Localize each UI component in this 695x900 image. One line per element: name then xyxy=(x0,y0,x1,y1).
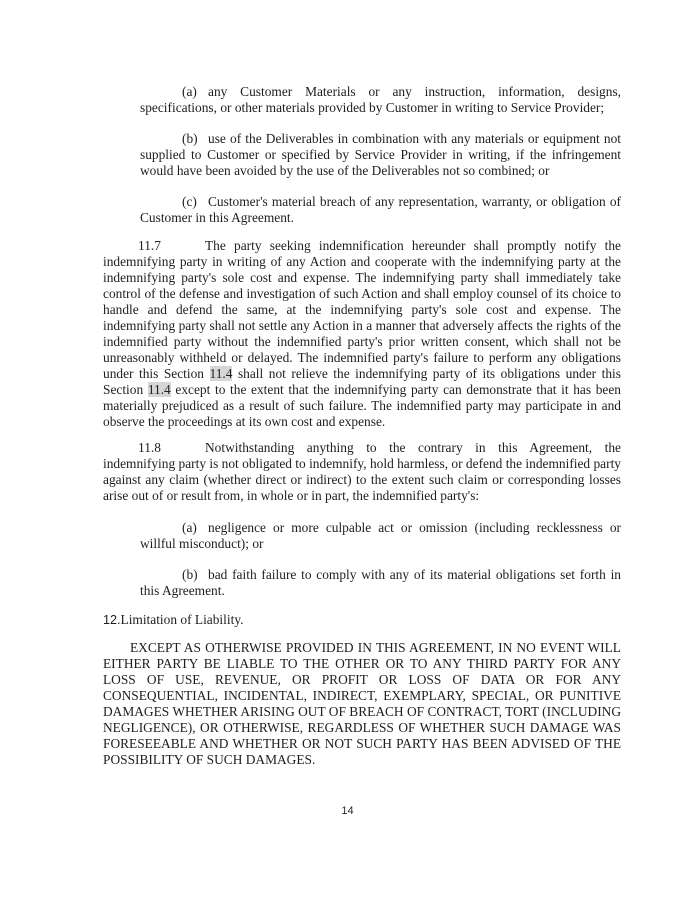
list-item-b2 xyxy=(103,567,621,599)
list-item-text: any Customer Materials or any instruction, information, designs, specifications, or other materials provided by Customer in writing to Service Provider; xyxy=(140,84,621,115)
paragraph-text: The party seeking indemnification hereunder shall promptly notify the indemnifying party in writing of any Action and cooperate with the indemnifying party at the indemnifying party's sole cost and expense. The indemnifying party shall immediately take control of the defense and investigation of such Action and shall employ counsel of its choice to handle and defend the same, at the indemnifying party's sole cost and expense. The indemnifying party shall not settle any Action in a manner that adversely affects the rights of the indemnified party without the indemnified party's prior written consent, which shall not be unreasonably withheld or delayed. The indemnified party's failure to perform any obligations under this Section xyxy=(103,238,621,381)
section-12-heading xyxy=(103,612,621,628)
list-item-a2 xyxy=(103,520,621,552)
paragraph-text: shall not relieve the indemnifying party of its obligations under this Section xyxy=(103,366,621,397)
list-item-text: negligence or more culpable act or omission (including recklessness or willful misconduct); or xyxy=(140,520,621,551)
list-item-b xyxy=(103,131,621,179)
section-number: 12. xyxy=(103,613,121,627)
page-number: 14 xyxy=(341,805,354,817)
limitation-of-liability-paragraph: EXCEPT AS OTHERWISE PROVIDED IN THIS AGREEMENT, IN NO EVENT WILL EITHER PARTY BE LIABLE TO THE OTHER OR TO ANY THIRD PARTY FOR ANY LOSS OF USE, REVENUE, OR PROFIT OR LOSS OF DATA OR FOR ANY CONSEQUENTIAL, INCIDENTAL, INDIRECT, EXEMPLARY, SPECIAL, OR PUNITIVE DAMAGES WHETHER ARISING OUT OF BREACH OF CONTRACT, TORT (INCLUDING NEGLIGENCE), OR OTHERWISE, REGARDLESS OF WHETHER SUCH DAMAGE WAS FORESEEABLE AND WHETHER OR NOT SUCH PARTY HAS BEEN ADVISED OF THE POSSIBILITY OF SUCH DAMAGES. xyxy=(103,640,621,767)
section-number: 11.8 xyxy=(138,440,161,455)
list-item-c xyxy=(103,194,621,226)
list-item-marker: (b) xyxy=(182,567,198,582)
list-item-text: use of the Deliverables in combination with any materials or equipment not supplied to Customer or specified by Service Provider in writing, if the infringement would have been avoided by the use of the Deliverables not so combined; or xyxy=(140,131,621,178)
paragraph-text: Notwithstanding anything to the contrary in this Agreement, the indemnifying party is not obligated to indemnify, hold harmless, or defend the indemnified party against any claim (whether direct or indirect) to the extent such claim or corresponding losses arise out of or result from, in whole or in part, the indemnified party's: xyxy=(103,440,621,503)
list-item-a xyxy=(103,84,621,116)
section-11-7-paragraph xyxy=(103,238,621,430)
list-item-marker: (b) xyxy=(182,131,198,146)
cross-reference-highlight: 11.4 xyxy=(147,382,171,397)
section-title: Limitation of Liability. xyxy=(120,612,244,627)
list-item-marker: (c) xyxy=(182,194,197,209)
list-item-marker: (a) xyxy=(182,520,197,535)
section-number: 11.7 xyxy=(138,238,161,253)
list-item-text: Customer's material breach of any representation, warranty, or obligation of Customer in this Agreement. xyxy=(140,194,621,225)
paragraph-text: except to the extent that the indemnifying party can demonstrate that it has been materially prejudiced as a result of such failure. The indemnified party may participate in and observe the proceedings at its own cost and expense. xyxy=(103,382,621,429)
list-item-marker: (a) xyxy=(182,84,197,99)
page-content xyxy=(103,84,621,768)
section-11-8-paragraph xyxy=(103,440,621,504)
list-item-text: bad faith failure to comply with any of its material obligations set forth in this Agreement. xyxy=(140,567,621,598)
cross-reference-highlight: 11.4 xyxy=(209,366,233,381)
